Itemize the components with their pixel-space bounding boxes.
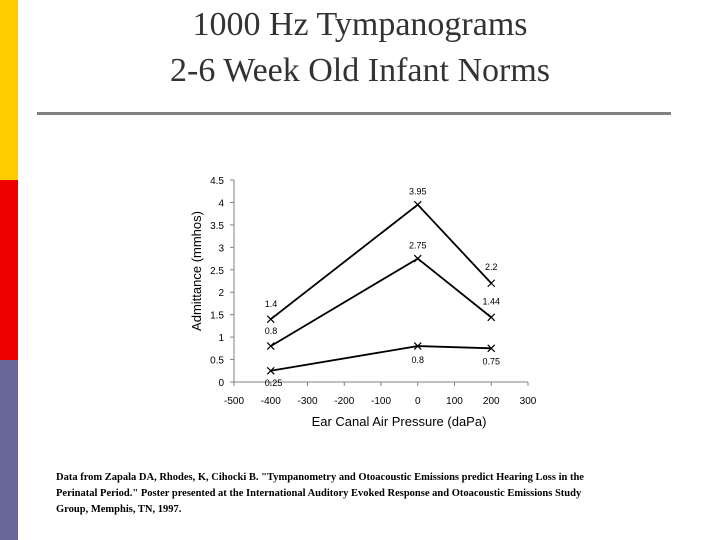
y-tick-label: 4	[218, 198, 224, 210]
y-tick-label: 1.5	[210, 310, 224, 322]
y-tick-label: 1	[218, 333, 224, 345]
citation-line-3: Group, Memphis, TN, 1997.	[56, 504, 182, 515]
x-tick-label: -500	[223, 396, 245, 407]
x-tick-label: -300	[297, 396, 318, 407]
x-tick-label: -200	[334, 396, 355, 407]
series-1-data-label: 3.95	[408, 186, 427, 197]
y-tick-label: 2	[218, 288, 224, 300]
series-3-data-label: 0.75	[482, 356, 501, 367]
series-3-data-label: 0.25	[264, 377, 283, 388]
y-tick-label: 2.5	[210, 265, 224, 277]
citation-line-2: Perinatal Period." Poster presented at the International Auditory Evoked Response and Otoacoustic Emissions Study	[56, 488, 582, 499]
series-2-data-label: 0.8	[264, 326, 278, 337]
citation-line-1: Data from Zapala DA, Rhodes, K, Cihocki B. "Tympanometry and Otoacoustic Emissions predict Hearing Loss in the	[56, 472, 584, 483]
series-1-data-label: 2.2	[484, 262, 498, 273]
x-axis-title: Ear Canal Air Pressure (daPa)	[311, 414, 487, 429]
series-1-data-label: 1.4	[264, 299, 278, 310]
slide-title-line-2: 2-6 Week Old Infant Norms	[170, 52, 550, 89]
series-2-data-label: 1.44	[482, 296, 501, 307]
x-tick-label: -400	[260, 396, 281, 407]
x-tick-label: 300	[519, 396, 537, 407]
y-tick-label: 0.5	[210, 355, 224, 367]
series-3-data-label: 0.8	[411, 355, 425, 366]
x-tick-label: 0	[414, 396, 421, 407]
y-tick-label: 4.5	[210, 176, 224, 187]
x-tick-label: 200	[482, 396, 500, 407]
x-tick-label: 100	[446, 396, 463, 407]
y-tick-label: 3.5	[210, 220, 224, 232]
citation-footer	[56, 470, 676, 518]
x-tick-label: -100	[370, 396, 392, 407]
slide-title-line-1: 1000 Hz Tympanograms	[192, 6, 528, 43]
y-tick-label: 3	[218, 243, 224, 255]
series-2-data-label: 2.75	[408, 240, 427, 251]
y-axis-title: Admittance (mmhos)	[189, 211, 204, 331]
y-tick-label: 0	[218, 378, 224, 389]
